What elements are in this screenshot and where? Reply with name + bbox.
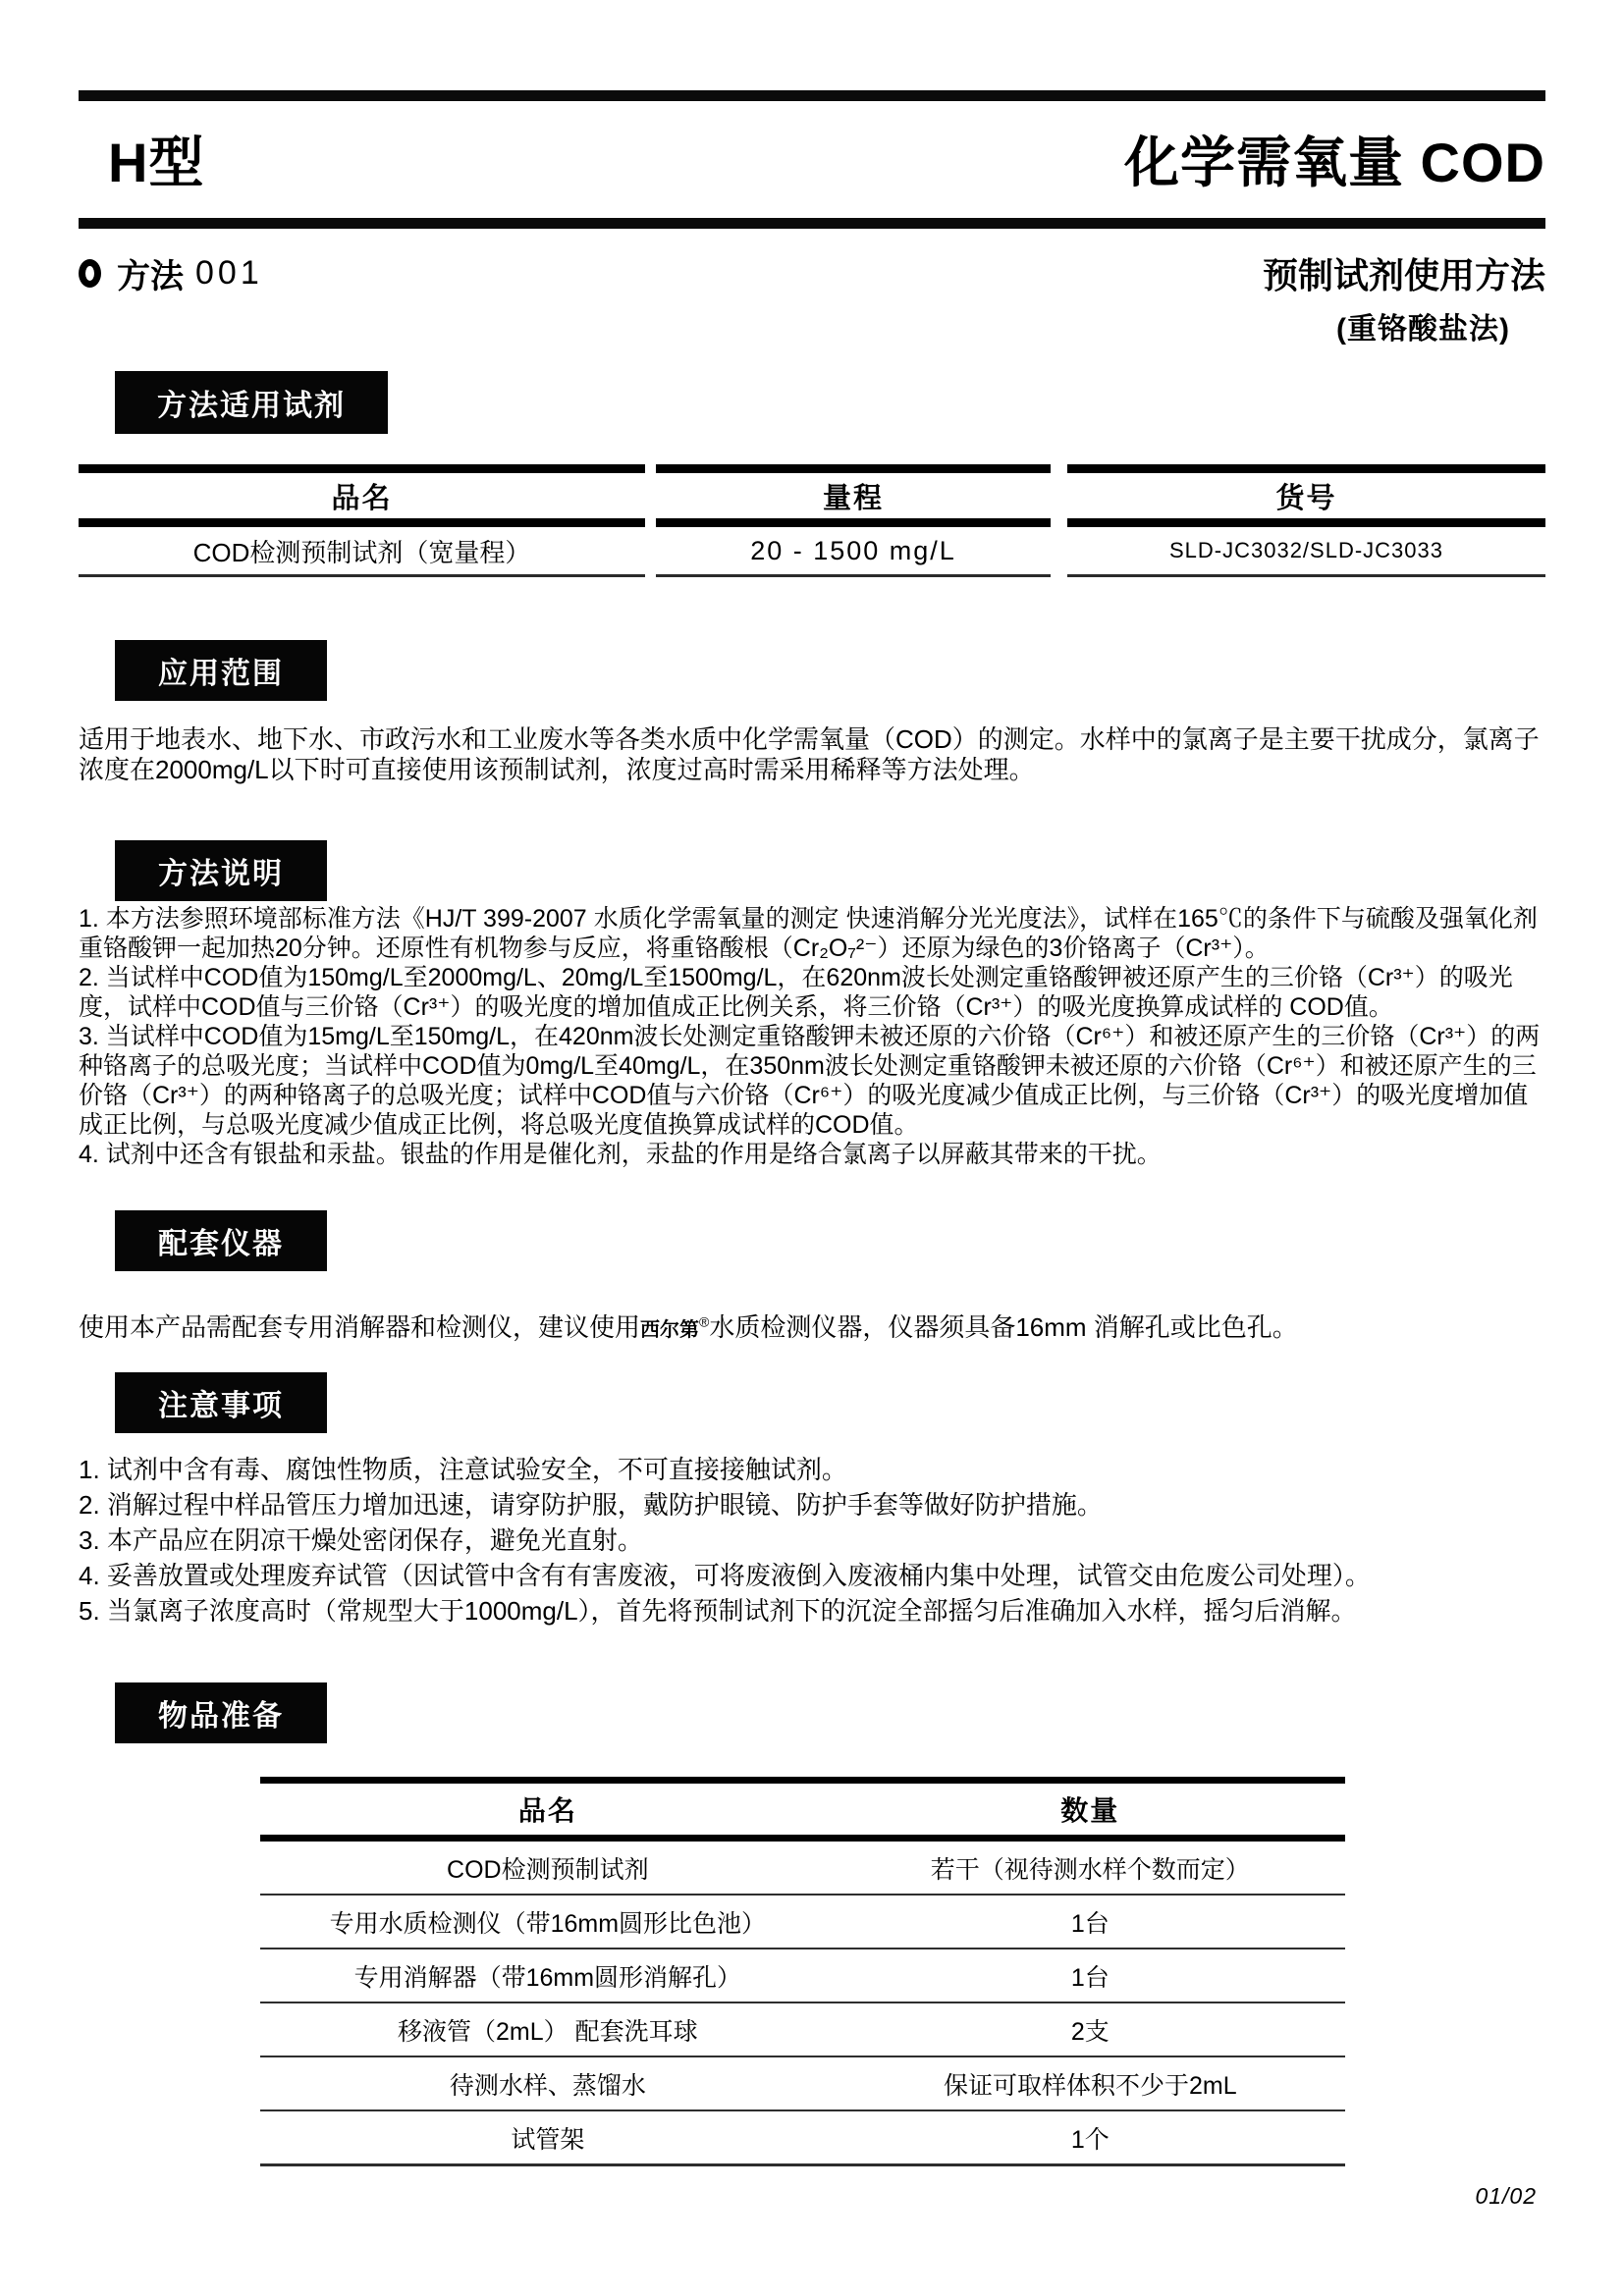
note-item: 1. 试剂中含有毒、腐蚀性物质，注意试验安全，不可直接接触试剂。	[79, 1455, 847, 1484]
quantity-cell: 若干（视待测水样个数而定）	[930, 1855, 1250, 1884]
table-row	[260, 1842, 1345, 1896]
section-badge-method: 方法说明	[115, 840, 327, 901]
column-header: 量程	[822, 482, 884, 514]
brand-name: 西尔第	[640, 1319, 700, 1341]
item-name-cell: 试管架	[511, 2125, 585, 2154]
reagent-table-col-range	[656, 464, 1051, 577]
method-bullet-icon	[79, 259, 101, 288]
table-header-row	[260, 1784, 1345, 1835]
item-name-cell: 专用水质检测仪（带16mm圆形比色池）	[329, 1909, 767, 1938]
table-rule	[1067, 464, 1545, 473]
column-header: 货号	[1275, 482, 1337, 514]
cell-value: COD检测预制试剂（宽量程）	[192, 537, 531, 567]
quantity-cell: 保证可取样体积不少于2mL	[943, 2071, 1237, 2100]
equipment-text-after: 水质检测仪器，仪器须具备16mm 消解孔或比色孔。	[709, 1312, 1298, 1342]
table-rule	[260, 1777, 1345, 1784]
method-item: 2. 当试样中COD值为150mg/L至2000mg/L、20mg/L至1500mg/L，在620nm波长处测定重铬酸钾被还原产生的三价铬（Cr³⁺）的吸光度，试样中COD值与三价铬（Cr³⁺）的吸光度的增加值成正比例关系，将三价铬（Cr³⁺）的吸光度换算成试样的 COD值。	[79, 964, 1513, 1021]
section-badge-preparation: 物品准备	[115, 1682, 327, 1743]
method-item: 4. 试剂中还含有银盐和汞盐。银盐的作用是催化剂，汞盐的作用是络合氯离子以屏蔽其带来的干扰。	[79, 1141, 1162, 1168]
table-rule	[656, 464, 1051, 473]
table-row	[260, 1896, 1345, 1949]
column-header: 品名	[517, 1795, 577, 1826]
table-rule	[656, 574, 1051, 577]
document-subtitle: 预制试剂使用方法	[1262, 254, 1545, 295]
quantity-cell: 1台	[1070, 1963, 1110, 1992]
method-type-label: (重铬酸盐法)	[1336, 313, 1510, 346]
column-header: 数量	[1060, 1795, 1120, 1826]
scope-paragraph: 适用于地表水、地下水、市政污水和工业废水等各类水质中化学需氧量（COD）的测定。水样中的氯离子是主要干扰成分，氯离子浓度在2000mg/L以下时可直接使用该预制试剂，浓度过高时需采用稀释等方法处理。	[79, 724, 1540, 784]
quantity-cell: 1台	[1070, 1909, 1110, 1938]
top-rule-bar	[79, 90, 1545, 101]
table-rule	[656, 518, 1051, 527]
table-rule	[79, 464, 645, 473]
table-row	[260, 2057, 1345, 2111]
method-description-list	[79, 904, 1547, 1169]
section-badge-reagents: 方法适用试剂	[115, 371, 388, 434]
note-item: 3. 本产品应在阴凉干燥处密闭保存，避免光直射。	[79, 1525, 643, 1555]
table-row	[260, 1949, 1345, 2003]
item-name-cell: 待测水样、蒸馏水	[449, 2071, 646, 2100]
section-badge-scope: 应用范围	[115, 640, 327, 701]
header-rule-bar	[79, 218, 1545, 229]
equipment-text-before: 使用本产品需配套专用消解器和检测仪，建议使用	[79, 1312, 641, 1342]
registered-mark: ®	[699, 1313, 710, 1330]
section-badge-equipment: 配套仪器	[115, 1210, 327, 1271]
method-number: 001	[195, 253, 263, 292]
quantity-cell: 2支	[1070, 2017, 1110, 2046]
section-badge-notes: 注意事项	[115, 1372, 327, 1433]
reagent-table-col-sku	[1067, 464, 1545, 577]
notes-list	[79, 1455, 1547, 1631]
note-item: 5. 当氯离子浓度高时（常规型大于1000mg/L），首先将预制试剂下的沉淀全部摇匀后准确加入水样，摇匀后消解。	[79, 1596, 1357, 1626]
method-id	[79, 249, 263, 297]
note-item: 2. 消解过程中样品管压力增加迅速，请穿防护服，戴防护眼镜、防护手套等做好防护措施。	[79, 1490, 1103, 1520]
table-rule	[260, 1835, 1345, 1842]
model-label: H型	[108, 132, 205, 193]
table-rule	[79, 518, 645, 527]
item-name-cell: 专用消解器（带16mm圆形消解孔）	[353, 1963, 742, 1992]
preparation-table	[260, 1777, 1345, 2166]
item-name-cell: COD检测预制试剂	[447, 1855, 649, 1884]
table-rule	[1067, 574, 1545, 577]
cell-value: SLD-JC3032/SLD-JC3033	[1168, 538, 1444, 562]
table-body	[260, 1842, 1345, 2166]
table-rule	[1067, 518, 1545, 527]
item-name-cell: 移液管（2mL） 配套洗耳球	[398, 2017, 698, 2046]
cell-value: 20 - 1500 mg/L	[750, 535, 956, 565]
page-title: 化学需氧量 COD	[1124, 132, 1545, 193]
table-row	[260, 2111, 1345, 2166]
method-row	[79, 247, 1545, 298]
method-label: 方法	[117, 257, 184, 295]
equipment-paragraph	[79, 1311, 1547, 1346]
table-rule	[79, 574, 645, 577]
page-number: 01/02	[1475, 2183, 1537, 2209]
method-item: 3. 当试样中COD值为15mg/L至150mg/L，在420nm波长处测定重铬酸钾未被还原的六价铬（Cr⁶⁺）和被还原产生的三价铬（Cr³⁺）的两种铬离子的总吸光度；当试样中COD值为0mg/L至40mg/L，在350nm波长处测定重铬酸钾未被还原的六价铬（Cr⁶⁺）和被还原产生的三价铬（Cr³⁺）的两种铬离子的总吸光度；试样中COD值与六价铬（Cr⁶⁺）的吸光度减少值成正比例，与三价铬（Cr³⁺）的吸光度增加值成正比例，与总吸光度减少值成正比例，将总吸光度值换算成试样的COD值。	[79, 1023, 1541, 1139]
note-item: 4. 妥善放置或处理废弃试管（因试管中含有有害废液，可将废液倒入废液桶内集中处理，试管交由危废公司处理）。	[79, 1561, 1371, 1590]
quantity-cell: 1个	[1070, 2125, 1110, 2154]
table-row	[260, 2003, 1345, 2057]
document-header	[79, 114, 1545, 204]
method-item: 1. 本方法参照环境部标准方法《HJ/T 399-2007 水质化学需氧量的测定 快速消解分光光度法》，试样在165℃的条件下与硫酸及强氧化剂重铬酸钾一起加热20分钟。还原性有机物参与反应，将重铬酸根（Cr₂O₇²⁻）还原为绿色的3价铬离子（Cr³⁺）。	[79, 905, 1538, 962]
column-header: 品名	[331, 482, 393, 514]
reagent-table-col-name	[79, 464, 645, 577]
